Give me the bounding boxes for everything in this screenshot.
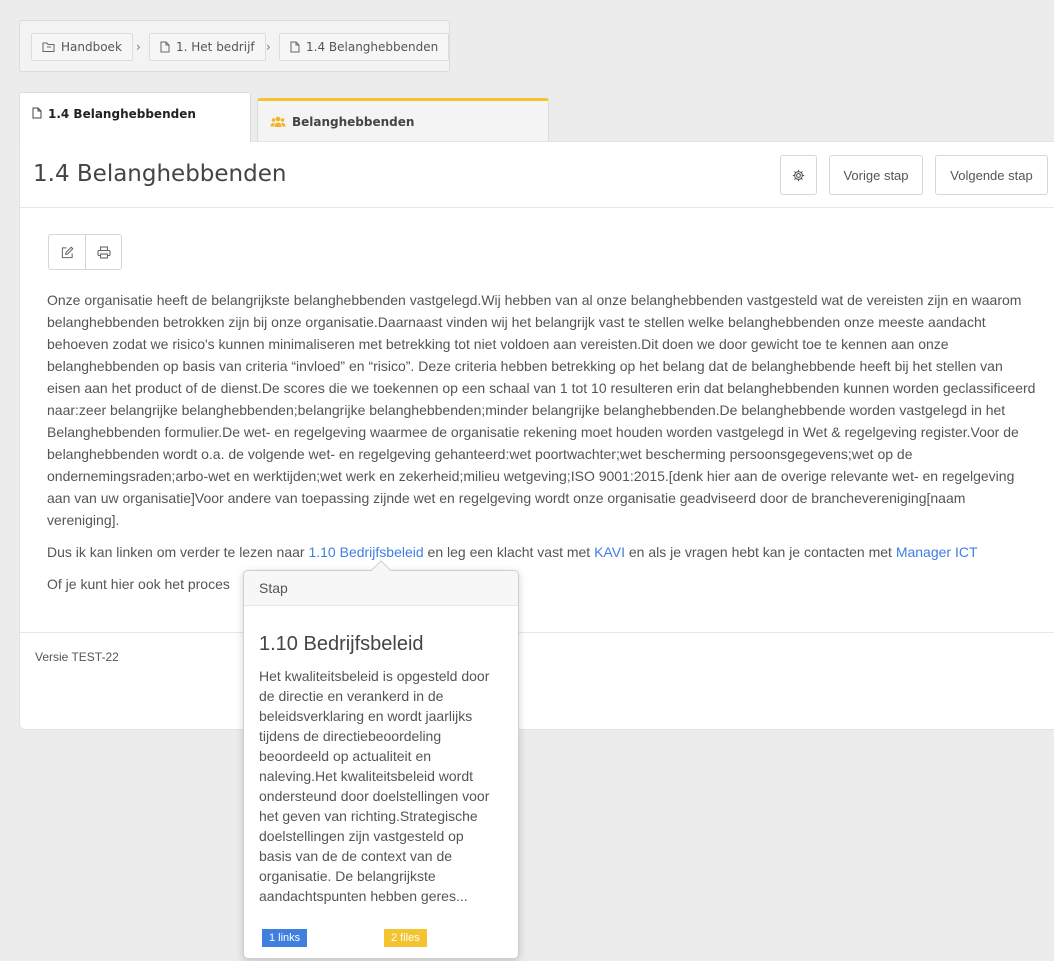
files-badge[interactable]: 2 files xyxy=(384,929,427,947)
breadcrumb-label: Handboek xyxy=(61,40,122,54)
content-paragraph: Onze organisatie heeft de belangrijkste belanghebbenden vastgelegd.Wij hebben van al onze belanghebbenden vastgesteld wat de vereisten zijn en waarom belanghebbenden betrokken zijn bij onze organisatie.Daarnaast vinden wij het belangrijk vast te stellen welke belanghebbenden onze meeste aandacht behoeven zodat we risico's kunnen minimaliseren met betrekking tot niet voldoen aan vereisten.Dit doen we door gewicht toe te kennen aan onze belanghebbenden op basis van criteria “invloed” en “risico”. Deze criteria hebben betrekking op het belang dat de belanghebbende heeft bij het stellen van eisen aan het product of de dienst.De scores die we toekennen op een schaal van 1 tot 10 resulteren erin dat belanghebbenden kunnen worden geclassificeerd naar:zeer belangrijke belanghebbenden;belangrijke belanghebbenden;minder belangrijke belanghebbenden.De belanghebbende worden vastgelegd in het Belanghebbenden formulier.De wet- en regelgeving waarmee de organisatie rekening moet houden worden vastgelegd in Wet & regelgeving register.Voor de belanghebbenden wordt o.a. de volgende wet- en regelgeving gehanteerd:wet poortwachter;wet bescherming persoonsgegevens;wet op de ondernemingsraden;arbo-wet en werktijden;wet werk en zekerheid;milieu wetgeving;ISO 9001:2015.[denk hier aan de overige relevante wet- en regelgeving aan van uw organisatie]Voor andere van toepassing zijnde wet en regelgeving wordt onze organisatie geadviseerd door de branchevereniging[naam vereniging]. xyxy=(47,292,1036,528)
breadcrumb-label: 1. Het bedrijf xyxy=(176,40,255,54)
breadcrumb-separator: › xyxy=(136,40,141,54)
content-body xyxy=(47,289,1037,605)
divider xyxy=(20,632,1054,633)
breadcrumb-label: 1.4 Belanghebbenden xyxy=(306,40,439,54)
page-title: 1.4 Belanghebbenden xyxy=(33,161,287,187)
users-icon xyxy=(270,116,286,128)
popover-body: Het kwaliteitsbeleid is opgesteld door de directie en verankerd in de beleidsverklaring en wordt jaarlijks tijdens de directiebeoordeling beoordeeld op actualiteit en naleving.Het kwaliteitsbeleid wordt ondersteund door doelstellingen voor het geven van richting.Strategische doelstellingen zijn vastgesteld op basis van de de context van de organisatie. De belangrijkste aandachtspunten hebben geres... xyxy=(259,668,490,904)
tab-belanghebbenden-document[interactable] xyxy=(19,92,251,142)
content-paragraph-links xyxy=(47,541,1037,563)
edit-button[interactable] xyxy=(49,235,85,269)
breadcrumb-item-het-bedrijf[interactable] xyxy=(149,33,266,61)
next-step-button[interactable]: Volgende stap xyxy=(935,155,1048,195)
divider xyxy=(20,207,1054,208)
link-kavi[interactable]: KAVI xyxy=(594,544,625,560)
tab-label: 1.4 Belanghebbenden xyxy=(48,107,196,121)
link-preview-popover xyxy=(243,570,519,959)
print-icon xyxy=(97,246,111,259)
content-toolbar xyxy=(48,234,122,270)
version-label: Versie TEST-22 xyxy=(35,650,119,664)
content-paragraph: Of je kunt hier ook het proces xyxy=(47,576,230,592)
breadcrumb-item-handboek[interactable] xyxy=(31,33,133,61)
print-button[interactable] xyxy=(85,235,121,269)
link-manager-ict[interactable]: Manager ICT xyxy=(895,544,978,560)
breadcrumb-separator: › xyxy=(266,40,271,54)
previous-step-button[interactable]: Vorige stap xyxy=(829,155,923,195)
tab-belanghebbenden-form[interactable] xyxy=(257,98,549,142)
document-icon xyxy=(160,41,170,53)
tab-label: Belanghebbenden xyxy=(292,114,415,129)
gear-icon xyxy=(792,169,805,182)
edit-icon xyxy=(61,246,74,259)
text-segment: en als je vragen hebt kan je contacten met xyxy=(624,544,896,560)
breadcrumb-item-belanghebbenden[interactable] xyxy=(279,33,449,61)
text-segment: Dus ik kan linken om verder te lezen naar xyxy=(47,544,309,560)
links-badge[interactable]: 1 links xyxy=(262,929,307,947)
popover-header: Stap xyxy=(244,571,518,606)
text-segment: en leg een klacht vast met xyxy=(423,544,595,560)
main-panel xyxy=(19,141,1054,730)
popover-title: 1.10 Bedrijfsbeleid xyxy=(259,633,424,655)
document-icon xyxy=(32,107,42,119)
settings-button[interactable] xyxy=(780,155,817,195)
breadcrumb xyxy=(19,20,450,72)
folder-icon xyxy=(42,41,55,53)
document-icon xyxy=(290,41,300,53)
link-bedrijfsbeleid[interactable]: 1.10 Bedrijfsbeleid xyxy=(308,544,424,560)
